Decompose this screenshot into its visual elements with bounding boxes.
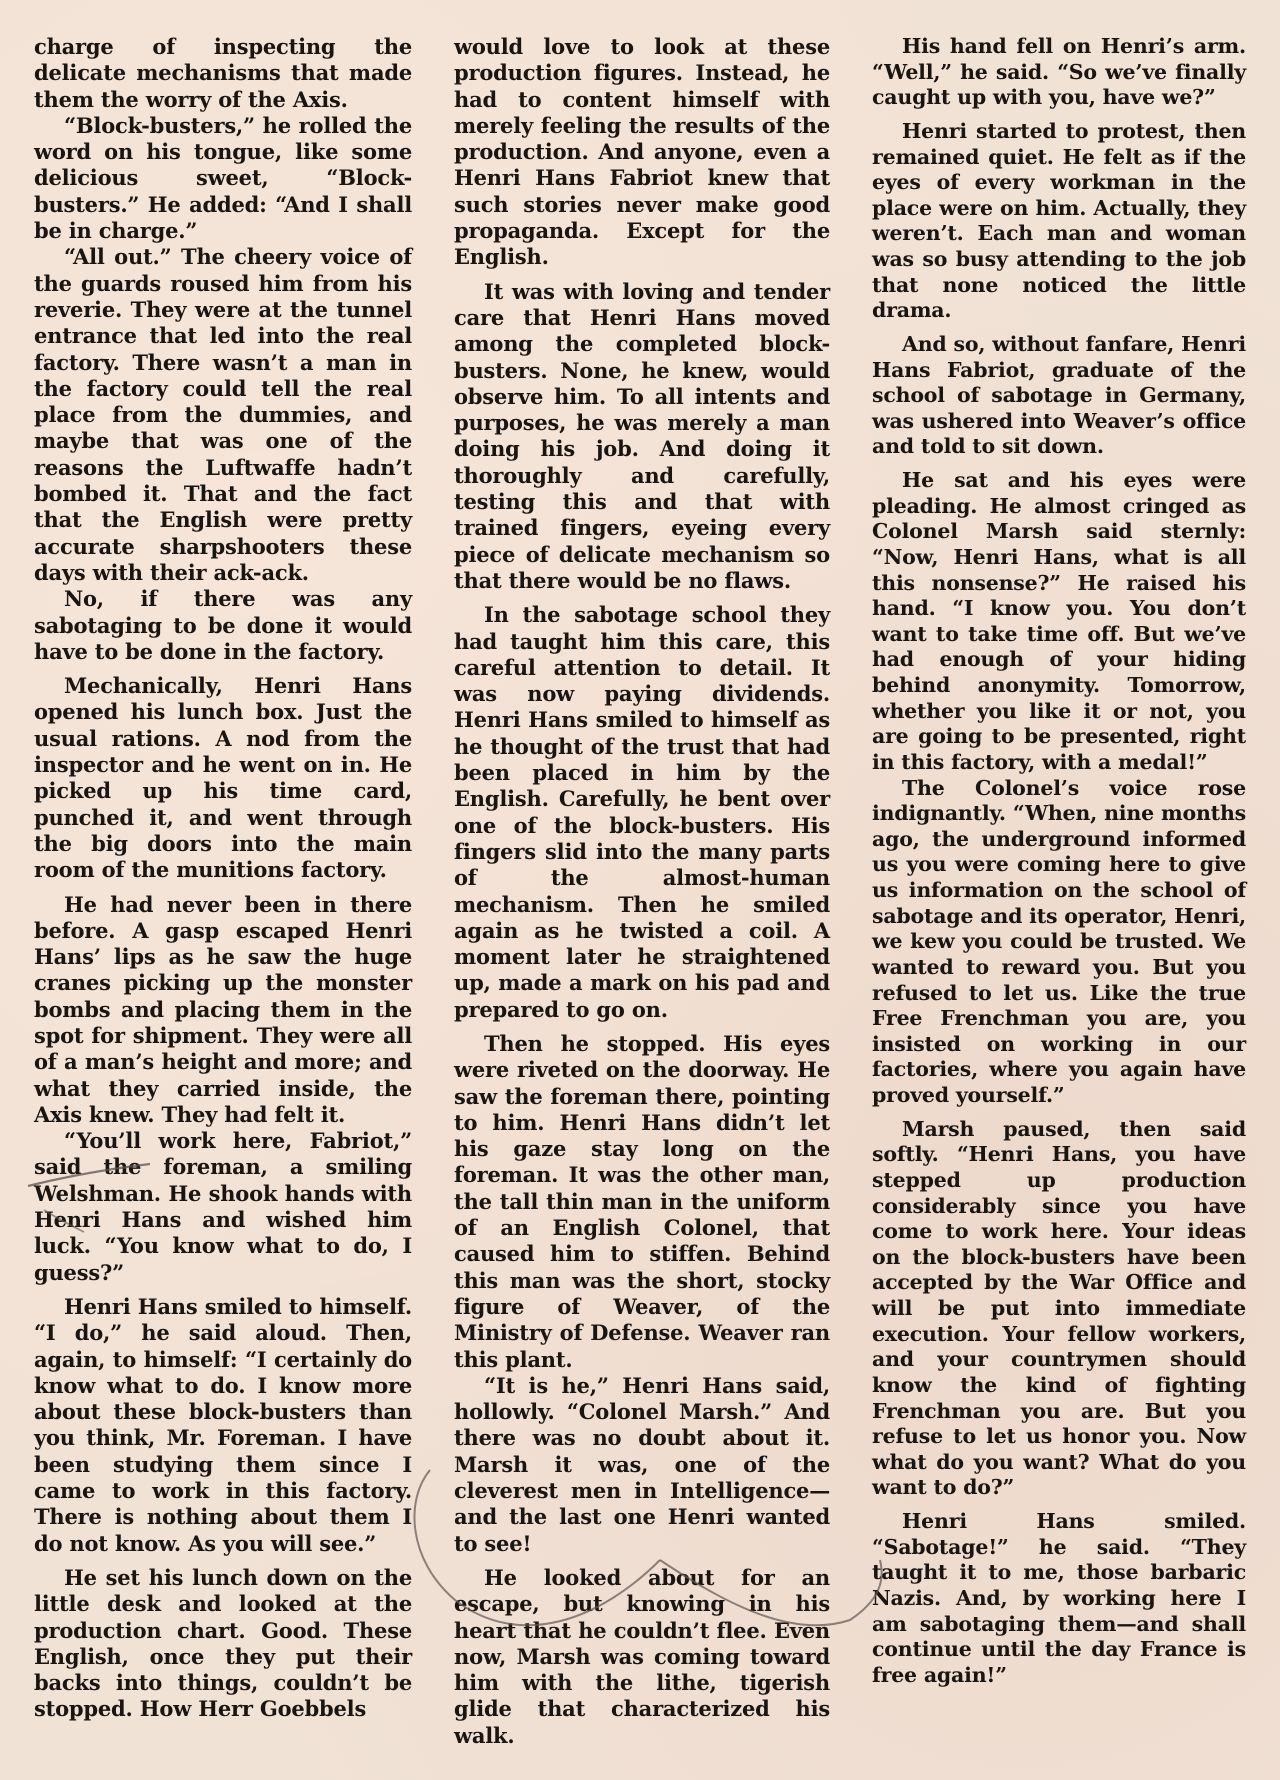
paragraph: Henri started to protest, then remained quiet. He felt as if the eyes of every workman in the place were on him. Actually, they weren’t. Each man and woman was so busy attending to the job that none noticed the little drama. (872, 118, 1246, 323)
paragraph: Mechanically, Henri Hans opened his lunch box. Just the usual rations. A nod from the inspector and he went on in. He picked up his time card, punched it, and went through the big doors into the main room of the munitions factory. (34, 673, 412, 883)
paragraph: It was with loving and tender care that Henri Hans moved among the completed block-busters. None, he knew, would observe him. To all intents and purposes, he was merely a man doing his job. And doing it thoroughly and carefully, testing this and that with trained fingers, eyeing every piece of delicate mechanism so that there would be no flaws. (454, 278, 830, 593)
paragraph: He set his lunch down on the little desk and looked at the production chart. Good. These English, once they put their backs into things, couldn’t be stopped. How Herr Goebbels (34, 1564, 412, 1722)
paragraph: “Block-busters,” he rolled the word on his tongue, like some delicious sweet, “Block-busters.” He added: “And I shall be in charge.” (34, 112, 412, 244)
paragraph: would love to look at these production figures. Instead, he had to content himself with merely feeling the results of the production. And anyone, even a Henri Hans Fabriot knew that such stories never make good propaganda. Except for the English. (454, 34, 830, 270)
text-column-2 (454, 34, 830, 1749)
paragraph: In the sabotage school they had taught him this care, this careful attention to detail. It was now paying dividends. Henri Hans smiled to himself as he thought of the trust that had been placed in him by the English. Carefully, he bent over one of the block-busters. His fingers slid into the many parts of the almost-human mechanism. Then he smiled again as he twisted a coil. A moment later he straightened up, made a mark on his pad and prepared to go on. (454, 602, 830, 1022)
paragraph: Then he stopped. His eyes were riveted on the doorway. He saw the foreman there, pointing to him. Henri Hans didn’t let his gaze stay long on the foreman. It was the other man, the tall thin man in the uniform of an English Colonel, that caused him to stiffen. Behind this man was the short, stocky figure of Weaver, of the Ministry of Defense. Weaver ran this plant. (454, 1030, 830, 1372)
paragraph: And so, without fanfare, Henri Hans Fabriot, graduate of the school of sabotage in Germany, was ushered into Weaver’s office and told to sit down. (872, 331, 1246, 459)
paragraph: “All out.” The cheery voice of the guards roused him from his reverie. They were at the tunnel entrance that led into the real factory. There wasn’t a man in the factory could tell the real place from the dummies, and maybe that was one of the reasons the Luftwaffe hadn’t bombed it. That and the fact that the English were pretty accurate sharpshooters these days with their ack-ack. (34, 244, 412, 585)
paragraph: The Colonel’s voice rose indignantly. “When, nine months ago, the underground informed us you were coming here to give us information on the school of sabotage and its operator, Henri, we kew you could be trusted. We wanted to reward you. But you refused to let us. Like the true Free Frenchman you are, you insisted on working in our factories, where you again have proved yourself.” (872, 775, 1246, 1107)
paragraph: “It is he,” Henri Hans said, hollowly. “Colonel Marsh.” And there was no doubt about it. Marsh it was, one of the cleverest men in Intelligence—and the last one Henri wanted to see! (454, 1372, 830, 1556)
paragraph: He sat and his eyes were pleading. He almost cringed as Colonel Marsh said sternly: “Now, Henri Hans, what is all this nonsense?” He raised his hand. “I know you. You don’t want to take time off. But we’ve had enough of your hiding behind anonymity. Tomorrow, whether you like it or not, you are going to be presented, right in this factory, with a medal!” (872, 468, 1246, 774)
paragraph: His hand fell on Henri’s arm. “Well,” he said. “So we’ve finally caught up with you, have we?” (872, 34, 1246, 110)
paragraph: No, if there was any sabotaging to be done it would have to be done in the factory. (34, 586, 412, 664)
paragraph: Henri Hans smiled to himself. “I do,” he said aloud. Then, again, to himself: “I certainly do know what to do. I know more about these block-busters than you think, Mr. Foreman. I have been studying them since I came to work in this factory. There is nothing about them I do not know. As you will see.” (34, 1293, 412, 1556)
paragraph: Henri Hans smiled. “Sabotage!” he said. “They taught it to me, those barbaric Nazis. And, by working here I am sabotaging them—and shall continue until the day France is free again!” (872, 1509, 1246, 1687)
paragraph: “You’ll work here, Fabriot,” said the foreman, a smiling Welshman. He shook hands with Henri Hans and wished him luck. “You know what to do, I guess?” (34, 1128, 412, 1285)
paragraph: He looked about for an escape, but knowing in his heart that he couldn’t flee. Even now, Marsh was coming toward him with the lithe, tigerish glide that characterized his walk. (454, 1564, 830, 1748)
paragraph: He had never been in there before. A gasp escaped Henri Hans’ lips as he saw the huge cranes picking up the monster bombs and placing them in the spot for shipment. They were all of a man’s height and more; and what they carried inside, the Axis knew. They had felt it. (34, 891, 412, 1127)
paragraph: charge of inspecting the delicate mechanisms that made them the worry of the Axis. (34, 34, 412, 112)
text-column-1 (34, 34, 412, 1723)
paragraph: Marsh paused, then said softly. “Henri Hans, you have stepped up production considerably since you have come to work here. Your ideas on the block-busters have been accepted by the War Office and will be put into immediate execution. Your fellow workers, and your countrymen should know the kind of fighting Frenchman you are. But you refuse to let us honor you. Now what do you want? What do you want to do?” (872, 1116, 1246, 1500)
text-column-3 (872, 34, 1246, 1688)
